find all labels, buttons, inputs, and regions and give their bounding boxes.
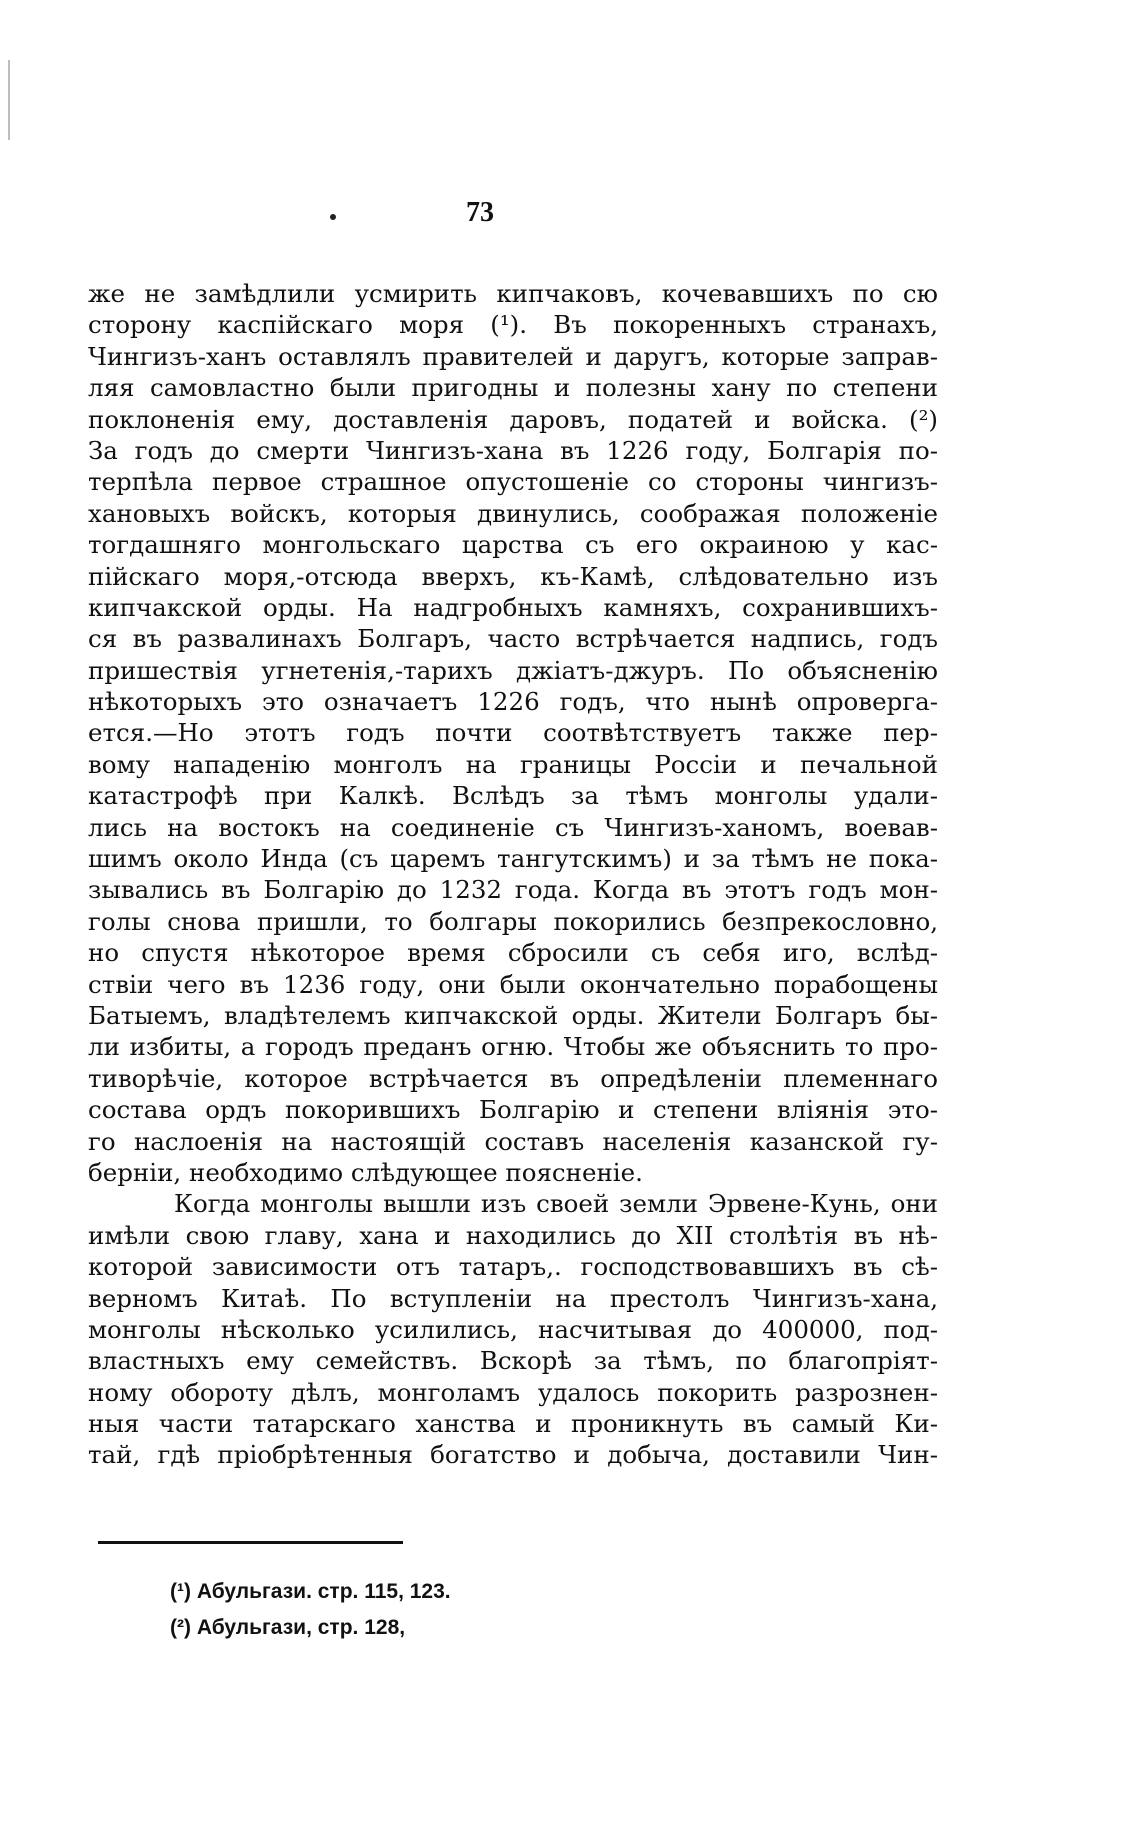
text-line: пришествія угнетенія,-тарихъ джіатъ-джуръ. По объясненію — [88, 655, 938, 685]
body-text — [88, 278, 938, 1471]
footnote: (¹) Абульгази. стр. 115, 123. — [170, 1580, 451, 1603]
footnotes — [170, 1574, 770, 1646]
text-line: ныя части татарскаго ханства и проникнуть въ самый Ки- — [88, 1409, 938, 1439]
text-line: Батыемъ, владѣтелемъ кипчакской орды. Жители Болгаръ бы- — [88, 1000, 938, 1030]
text-line: состава ордъ покорившихъ Болгарію и степени вліянія это- — [88, 1095, 938, 1125]
text-line: ляя самовластно были пригодны и полезны хану по степени — [88, 373, 938, 403]
text-line: ствіи чего въ 1236 году, они были окончательно порабощены — [88, 969, 938, 999]
text-line: монголы нѣсколько усилились, насчитывая до 400000, под- — [88, 1314, 938, 1344]
text-line: же не замѣдлили усмирить кипчаковъ, кочевавшихъ по сю — [88, 279, 938, 308]
page-number: 73 — [466, 197, 494, 228]
text-line: властныхъ ему семействъ. Вскорѣ за тѣмъ, по благопріят- — [88, 1346, 938, 1376]
footnote: (²) Абульгази, стр. 128, — [170, 1616, 406, 1639]
text-line: которой зависимости отъ татаръ,. господствовавшихъ въ сѣ- — [88, 1252, 938, 1282]
header-dot — [330, 214, 336, 220]
text-line: тогдашняго монгольскаго царства съ его окраиною у кас- — [88, 530, 938, 560]
text-line: За годъ до смерти Чингизъ-хана въ 1226 году, Болгарія по- — [88, 435, 938, 465]
text-line: го наслоенія на настоящій составъ населенія казанской гу- — [88, 1126, 938, 1156]
text-line: нѣкоторыхъ это означаетъ 1226 годъ, что нынѣ опроверга- — [88, 687, 938, 717]
text-line: тиворѣчіе, которое встрѣчается въ опредѣленіи племеннаго — [88, 1063, 938, 1093]
text-line: ется.—Но этотъ годъ почти соотвѣтствуетъ также пер- — [88, 718, 938, 748]
text-line: верномъ Китаѣ. По вступленіи на престолъ Чингизъ-хана, — [88, 1283, 938, 1313]
text-line: берніи, необходимо слѣдующее поясненіе. — [88, 1157, 643, 1187]
text-line: поклоненія ему, доставленія даровъ, податей и войска. (²) — [88, 404, 938, 434]
text-line: ли избиты, а городъ преданъ огню. Чтобы же объяснить то про- — [88, 1032, 938, 1062]
text-line: имѣли свою главу, хана и находились до XII столѣтія въ нѣ- — [88, 1220, 938, 1250]
text-line: вому нападенію монголъ на границы Россіи и печальной — [88, 749, 938, 779]
text-line: пійскаго моря,-отсюда вверхъ, къ-Камѣ, слѣдовательно изъ — [88, 561, 938, 591]
text-line: кипчакской орды. На надгробныхъ камняхъ, сохранившихъ- — [88, 592, 938, 622]
text-line: голы снова пришли, то болгары покорились безпрекословно, — [88, 906, 938, 936]
binding-edge-mark — [8, 60, 10, 140]
text-line: зывались въ Болгарію до 1232 года. Когда въ этотъ годъ мон- — [88, 875, 938, 905]
text-line: сторону каспійскаго моря (¹). Въ покоренныхъ странахъ, — [88, 310, 938, 340]
text-line: терпѣла первое страшное опустошеніе со стороны чингизъ- — [88, 467, 938, 497]
text-line: шимъ около Инда (съ царемъ тангутскимъ) и за тѣмъ не пока- — [88, 844, 938, 874]
text-line: катастрофѣ при Калкѣ. Вслѣдъ за тѣмъ монголы удали- — [88, 781, 938, 811]
text-line: ному обороту дѣлъ, монголамъ удалось покорить разрознен- — [88, 1377, 938, 1407]
text-line: тай, гдѣ пріобрѣтенныя богатство и добыча, доставили Чин- — [88, 1440, 938, 1470]
text-line: ся въ развалинахъ Болгаръ, часто встрѣчается надпись, годъ — [88, 624, 938, 654]
text-line: лись на востокъ на соединеніе съ Чингизъ-ханомъ, воевав- — [88, 812, 938, 842]
text-line: Чингизъ-ханъ оставлялъ правителей и даругъ, которые заправ- — [88, 341, 938, 371]
text-line: хановыхъ войскъ, которыя двинулись, соображая положеніе — [88, 498, 938, 528]
footnote-divider — [98, 1541, 403, 1544]
text-line: Когда монголы вышли изъ своей земли Эрвене-Кунь, они — [174, 1189, 938, 1219]
text-line: но спустя нѣкоторое время сбросили съ себя иго, вслѣд- — [88, 938, 938, 968]
